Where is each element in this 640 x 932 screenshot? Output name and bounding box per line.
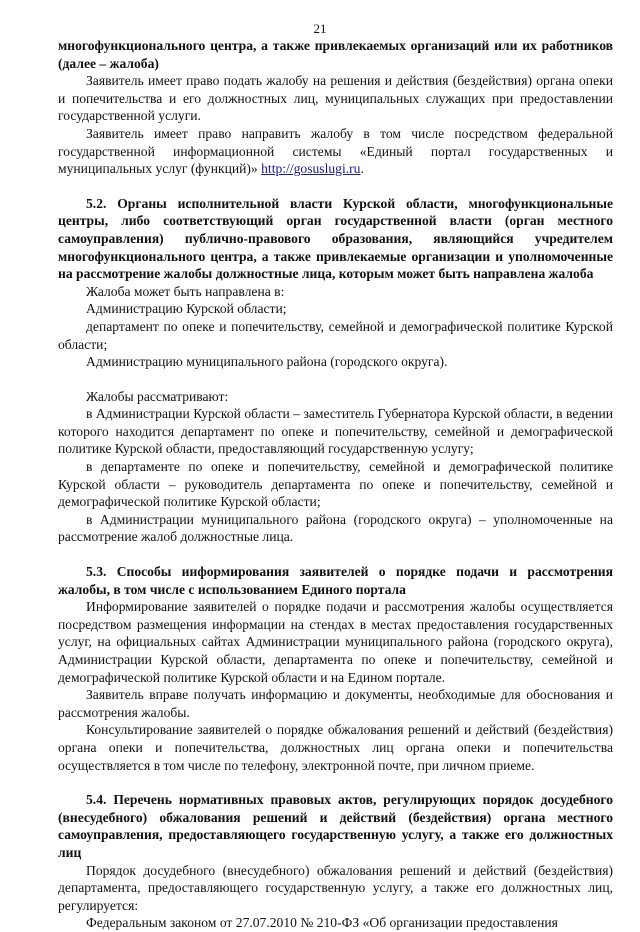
- page-number: 21: [313, 21, 327, 36]
- paragraph: Информирование заявителей о порядке подачи и рассмотрения жалобы осуществляется посредством размещения информации на стендах в местах предоставления государственных услуг, на официальных сайтах Администрации муниципального района (городского округа), Администрации Курской области, департамента по опеке и попечительству, семейной и демографической политике Курской области и на Едином портале.: [58, 599, 613, 685]
- paragraph: Заявитель вправе получать информацию и документы, необходимые для обоснования и рассмотрения жалобы.: [58, 687, 613, 720]
- paragraph: Консультирование заявителей о порядке обжалования решений и действий (бездействия) органа опеки и попечительства, должностных лиц органа опеки и попечительства осуществляется в том числе по телефону, электронной почте, при личном приеме.: [58, 722, 613, 773]
- section-5-4-heading: 5.4. Перечень нормативных правовых актов, регулирующих порядок досудебного (внесудебного) обжалования решений и действий (бездействия) органа местного самоуправления, предоставляющего государственную услугу, а также его должностных лиц: [58, 792, 613, 860]
- section-5-2-heading: 5.2. Органы исполнительной власти Курской области, многофункциональные центры, либо соответствующий орган государственной власти (орган местного самоуправления) публично-правового образования, являющийся учредителем многофункционального центра, а также привлекаемые организации и уполномоченные на рассмотрение жалобы должностные лица, которым может быть направлена жалоба: [58, 195, 613, 282]
- paragraph: Заявитель имеет право подать жалобу на решения и действия (бездействия) органа опеки и попечительства и его должностных лиц, муниципальных служащих при предоставлении государственной услуги.: [58, 73, 613, 124]
- paragraph-text: Заявитель имеет право направить жалобу в том числе посредством федеральной государственной информационной системы «Единый портал государственных и муниципальных услуг (функций)»: [58, 125, 613, 177]
- list-item: в Администрации Курской области – заместитель Губернатора Курской области, в ведении которого находится департамент по опеке и попечительству, семейной и демографической политике Курской области, предоставляющий государственную услугу;: [58, 406, 613, 457]
- list-item: департамент по опеке и попечительству, семейной и демографической политике Курской области;: [58, 318, 613, 352]
- list-item: Жалобы рассматривают:: [86, 388, 229, 404]
- list-item: в Администрации муниципального района (городского округа) – уполномоченные на рассмотрение жалоб должностные лица.: [58, 511, 613, 545]
- paragraph: Федеральным законом от 27.07.2010 № 210-ФЗ «Об организации предоставления: [86, 915, 558, 931]
- paragraph: Порядок досудебного (внесудебного) обжалования решений и действий (бездействия) департамента, предоставляющего государственную услугу, а также его должностных лиц, регулируется:: [58, 862, 613, 913]
- list-item: Администрацию Курской области;: [86, 301, 287, 317]
- document-body: [58, 37, 613, 932]
- section-5-3-heading: 5.3. Способы информирования заявителей о порядке подачи и рассмотрения жалобы, в том числе с использованием Единого портала: [58, 564, 613, 597]
- paragraph: [58, 125, 613, 178]
- paragraph-end: .: [360, 161, 364, 177]
- list-item: Администрацию муниципального района (городского округа).: [86, 354, 448, 370]
- gosuslugi-link[interactable]: http://gosuslugi.ru: [261, 161, 361, 177]
- section-5-1-heading-continuation: многофункционального центра, а также привлекаемых организаций или их работников (далее – жалоба): [58, 38, 613, 71]
- list-item: Жалоба может быть направлена в:: [86, 283, 285, 299]
- list-item: в департаменте по опеке и попечительству, семейной и демографической политике Курской области – руководитель департамента по опеке и попечительству, семейной и демографической политике Курской области;: [58, 459, 613, 510]
